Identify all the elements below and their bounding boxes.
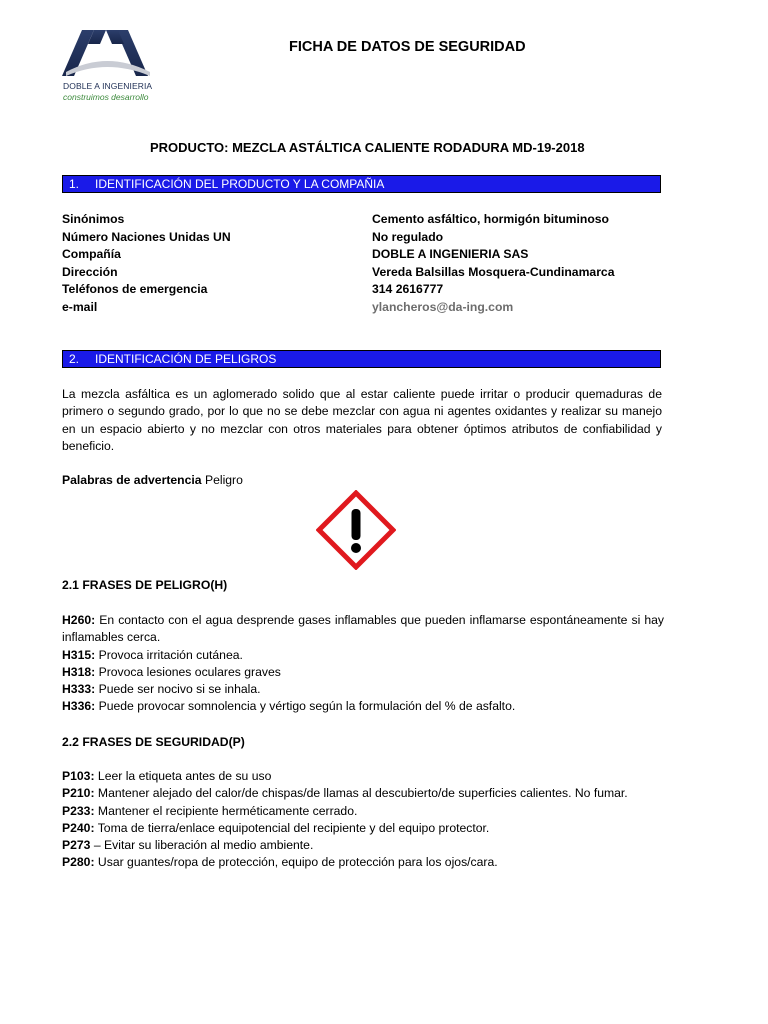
phrase-code: H315: bbox=[62, 647, 96, 662]
info-value: 314 2616777 bbox=[372, 282, 444, 297]
phrase-code: P103: bbox=[62, 769, 95, 783]
phrase-code: H336: bbox=[62, 699, 96, 714]
hazard-phrase bbox=[62, 612, 664, 647]
exclamation-mark-hazard-icon bbox=[316, 490, 396, 570]
hazard-phrase bbox=[62, 698, 664, 715]
phrase-text: Leer la etiqueta antes de su uso bbox=[94, 769, 272, 783]
section-2-title: IDENTIFICACIÓN DE PELIGROS bbox=[95, 352, 277, 366]
logo-company-name: DOBLE A INGENIERIA bbox=[63, 81, 153, 91]
phrase-text: Puede provocar somnolencia y vértigo según la formulación del % de asfalto. bbox=[95, 699, 516, 714]
info-row-address bbox=[62, 264, 662, 282]
warning-words bbox=[62, 473, 243, 487]
phrase-code: P210: bbox=[62, 786, 95, 801]
safety-phrases-title: 2.2 FRASES DE SEGURIDAD(P) bbox=[62, 735, 245, 749]
phrase-code: P280: bbox=[62, 855, 95, 870]
info-row-phone bbox=[62, 281, 662, 299]
hazard-phrase bbox=[62, 681, 664, 698]
warning-word: Peligro bbox=[204, 473, 243, 487]
hazard-phrase bbox=[62, 647, 664, 664]
info-label: Sinónimos bbox=[62, 212, 125, 226]
info-row-un-number bbox=[62, 229, 662, 247]
email-link[interactable]: ylancheros@da-ing.com bbox=[372, 299, 514, 314]
phrase-code: H333: bbox=[62, 682, 96, 697]
safety-phrase bbox=[62, 820, 664, 837]
phrase-text: Toma de tierra/enlace equipotencial del recipiente y del equipo protector. bbox=[94, 820, 490, 835]
phrase-code: P273 bbox=[62, 838, 91, 853]
safety-phrase bbox=[62, 768, 664, 785]
info-label: Compañía bbox=[62, 247, 121, 262]
phrase-text: Mantener alejado del calor/de chispas/de llamas al descubierto/de superficies calientes. No fumar. bbox=[94, 786, 628, 801]
hazard-phrases-title: 2.1 FRASES DE PELIGRO(H) bbox=[62, 578, 228, 592]
section-2-header bbox=[62, 350, 661, 368]
safety-phrase bbox=[62, 837, 664, 854]
phrase-code: P240: bbox=[62, 820, 95, 835]
phrase-code: H260: bbox=[62, 613, 96, 627]
info-label: Dirección bbox=[62, 264, 118, 279]
phrase-text: Usar guantes/ropa de protección, equipo de protección para los ojos/cara. bbox=[94, 855, 498, 870]
phrase-text: Puede ser nocivo si se inhala. bbox=[95, 682, 261, 697]
phrase-code: P233: bbox=[62, 803, 95, 818]
warning-label: Palabras de advertencia bbox=[62, 473, 202, 487]
document-title: FICHA DE DATOS DE SEGURIDAD bbox=[289, 39, 526, 55]
safety-phrase bbox=[62, 854, 664, 871]
info-row-email bbox=[62, 299, 662, 317]
info-label: Número Naciones Unidas UN bbox=[62, 229, 231, 244]
info-value: DOBLE A INGENIERIA SAS bbox=[372, 247, 529, 262]
info-label: e-mail bbox=[62, 299, 98, 314]
section-2-number: 2. bbox=[69, 352, 80, 366]
logo-tagline: construimos desarrollo bbox=[63, 92, 149, 102]
product-heading: PRODUCTO: MEZCLA ASTÁLTICA CALIENTE RODADURA MD-19-2018 bbox=[150, 140, 585, 155]
hazard-phrase bbox=[62, 664, 664, 681]
info-label: Teléfonos de emergencia bbox=[62, 282, 208, 297]
hazard-description: La mezcla asfáltica es un aglomerado solido que al estar caliente puede irritar o producir quemaduras de primero o segundo grado, por lo que no se debe mezclar con agua ni agentes oxidantes y realizar su manejo en un espacio abierto y no mezclar con otros materiales para obtener óptimos atributos de confiabilidad y beneficio. bbox=[62, 387, 662, 453]
info-row-company bbox=[62, 246, 662, 264]
phrase-text: Provoca lesiones oculares graves bbox=[95, 664, 281, 679]
safety-phrase bbox=[62, 803, 664, 820]
hazard-phrases-list bbox=[62, 612, 664, 716]
info-value: No regulado bbox=[372, 229, 444, 244]
section-1-title: IDENTIFICACIÓN DEL PRODUCTO Y LA COMPAÑIA bbox=[95, 177, 385, 191]
section-1-header bbox=[62, 175, 661, 193]
phrase-text: En contacto con el agua desprende gases inflamables que pueden inflamarse espontáneamente si hay inflamables cerca. bbox=[62, 613, 664, 645]
phrase-text: Provoca irritación cutánea. bbox=[95, 647, 243, 662]
info-value: Vereda Balsillas Mosquera-Cundinamarca bbox=[372, 264, 615, 279]
section-1-number: 1. bbox=[69, 177, 80, 191]
info-row-synonyms bbox=[62, 211, 662, 229]
phrase-code: H318: bbox=[62, 664, 96, 679]
info-value: Cemento asfáltico, hormigón bituminoso bbox=[372, 212, 609, 226]
product-info-table bbox=[62, 211, 662, 317]
safety-phrase bbox=[62, 785, 664, 802]
logo-mark-icon bbox=[60, 28, 155, 80]
safety-phrases-list bbox=[62, 768, 664, 872]
phrase-text: Mantener el recipiente herméticamente cerrado. bbox=[94, 803, 358, 818]
phrase-text: – Evitar su liberación al medio ambiente. bbox=[90, 838, 314, 853]
